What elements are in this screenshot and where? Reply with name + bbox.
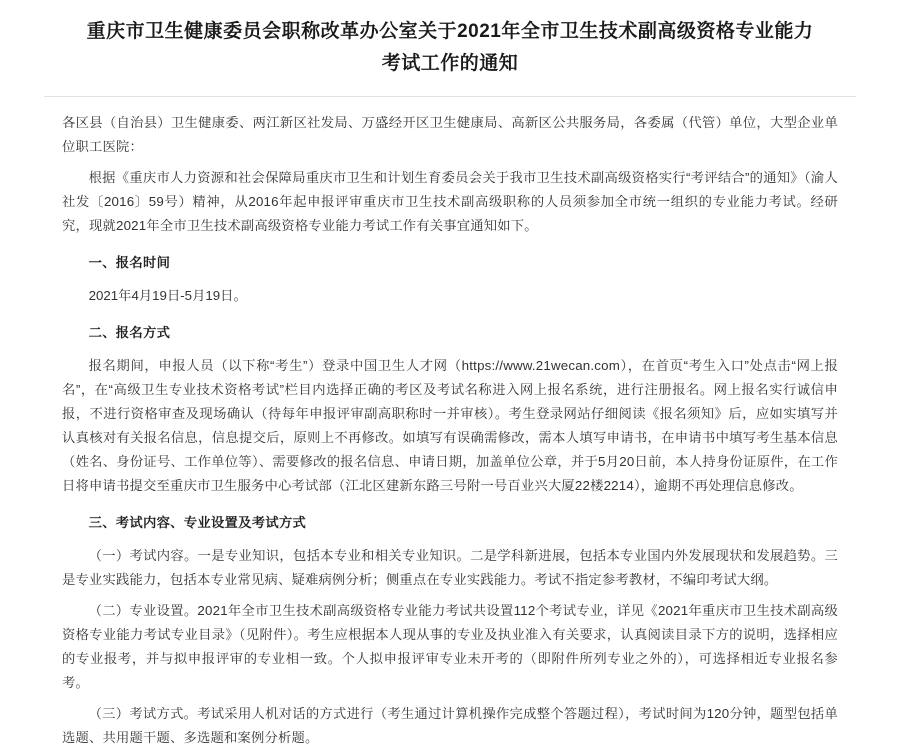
section-2-paragraph-1: 报名期间，申报人员（以下称“考生”）登录中国卫生人才网（https://www.21wecan.com），在首页“考生入口”处点击“网上报名”，在“高级卫生专业技术资格考试”栏目内选择正确的考区及考试名称进入网上报名系统，进行注册报名。网上报名实行诚信申报，不进行资格审查及现场确认（待每年申报评审副高职称时一并审核）。考生登录网站仔细阅读《报名须知》后，应如实填写并认真核对有关报名信息，信息提交后，原则上不再修改。如填写有误确需修改，需本人填写申请书，在申请书中填写考生基本信息（姓名、身份证号、工作单位等）、需要修改的报名信息、申请日期，加盖单位公章，并于5月20日前，本人持身份证原件，在工作日将申请书提交至重庆市卫生服务中心考试部（江北区建新东路三号附一号百业兴大厦22楼2214），逾期不再处理信息修改。 <box>62 358 838 493</box>
recipients-line: 各区县（自治县）卫生健康委、两江新区社发局、万盛经开区卫生健康局、高新区公共服务局，各委属（代管）单位，大型企业单位职工医院： <box>62 115 838 154</box>
section-3-paragraph-2: （二）专业设置。2021年全市卫生技术副高级资格专业能力考试共设置112个考试专业，详见《2021年重庆市卫生技术副高级资格专业能力考试专业目录》（见附件）。考生应根据本人现从事的专业及执业准入有关要求，认真阅读目录下方的说明，选择相应的专业报考，并与拟申报评审的专业相一致。个人拟申报评审专业未开考的（即附件所列专业之外的），可选择相近专业报名参考。 <box>62 603 838 690</box>
section-3-paragraph-3: （三）考试方式。考试采用人机对话的方式进行（考生通过计算机操作完成整个答题过程），考试时间为120分钟，题型包括单选题、共用题干题、多选题和案例分析题。 <box>62 706 838 745</box>
page-title <box>0 0 900 80</box>
section-3-paragraph-1: （一）考试内容。一是专业知识，包括本专业和相关专业知识。二是学科新进展，包括本专业国内外发展现状和发展趋势。三是专业实践能力，包括本专业常见病、疑难病例分析；侧重点在专业实践能力。考试不指定参考教材，不编印考试大纲。 <box>62 548 838 587</box>
section-heading-3: 三、考试内容、专业设置及考试方式 <box>88 515 307 530</box>
document-body <box>0 97 900 750</box>
page-title-line-1: 重庆市卫生健康委员会职称改革办公室关于2021年全市卫生技术副高级资格专业能力 <box>86 21 814 42</box>
page-title-line-2: 考试工作的通知 <box>381 53 519 74</box>
intro-paragraph: 根据《重庆市人力资源和社会保障局重庆市卫生和计划生育委员会关于我市卫生技术副高级资格实行“考评结合”的通知》（渝人社发〔2016〕59号）精神，从2016年起申报评审重庆市卫生技术副高级职称的人员须参加全市统一组织的专业能力考试。经研究，现就2021年全市卫生技术副高级资格专业能力考试工作有关事宜通知如下。 <box>62 170 838 233</box>
section-heading-2: 二、报名方式 <box>88 325 171 340</box>
section-1-paragraph-1: 2021年4月19日-5月19日。 <box>88 288 247 303</box>
section-heading-1: 一、报名时间 <box>88 255 171 270</box>
